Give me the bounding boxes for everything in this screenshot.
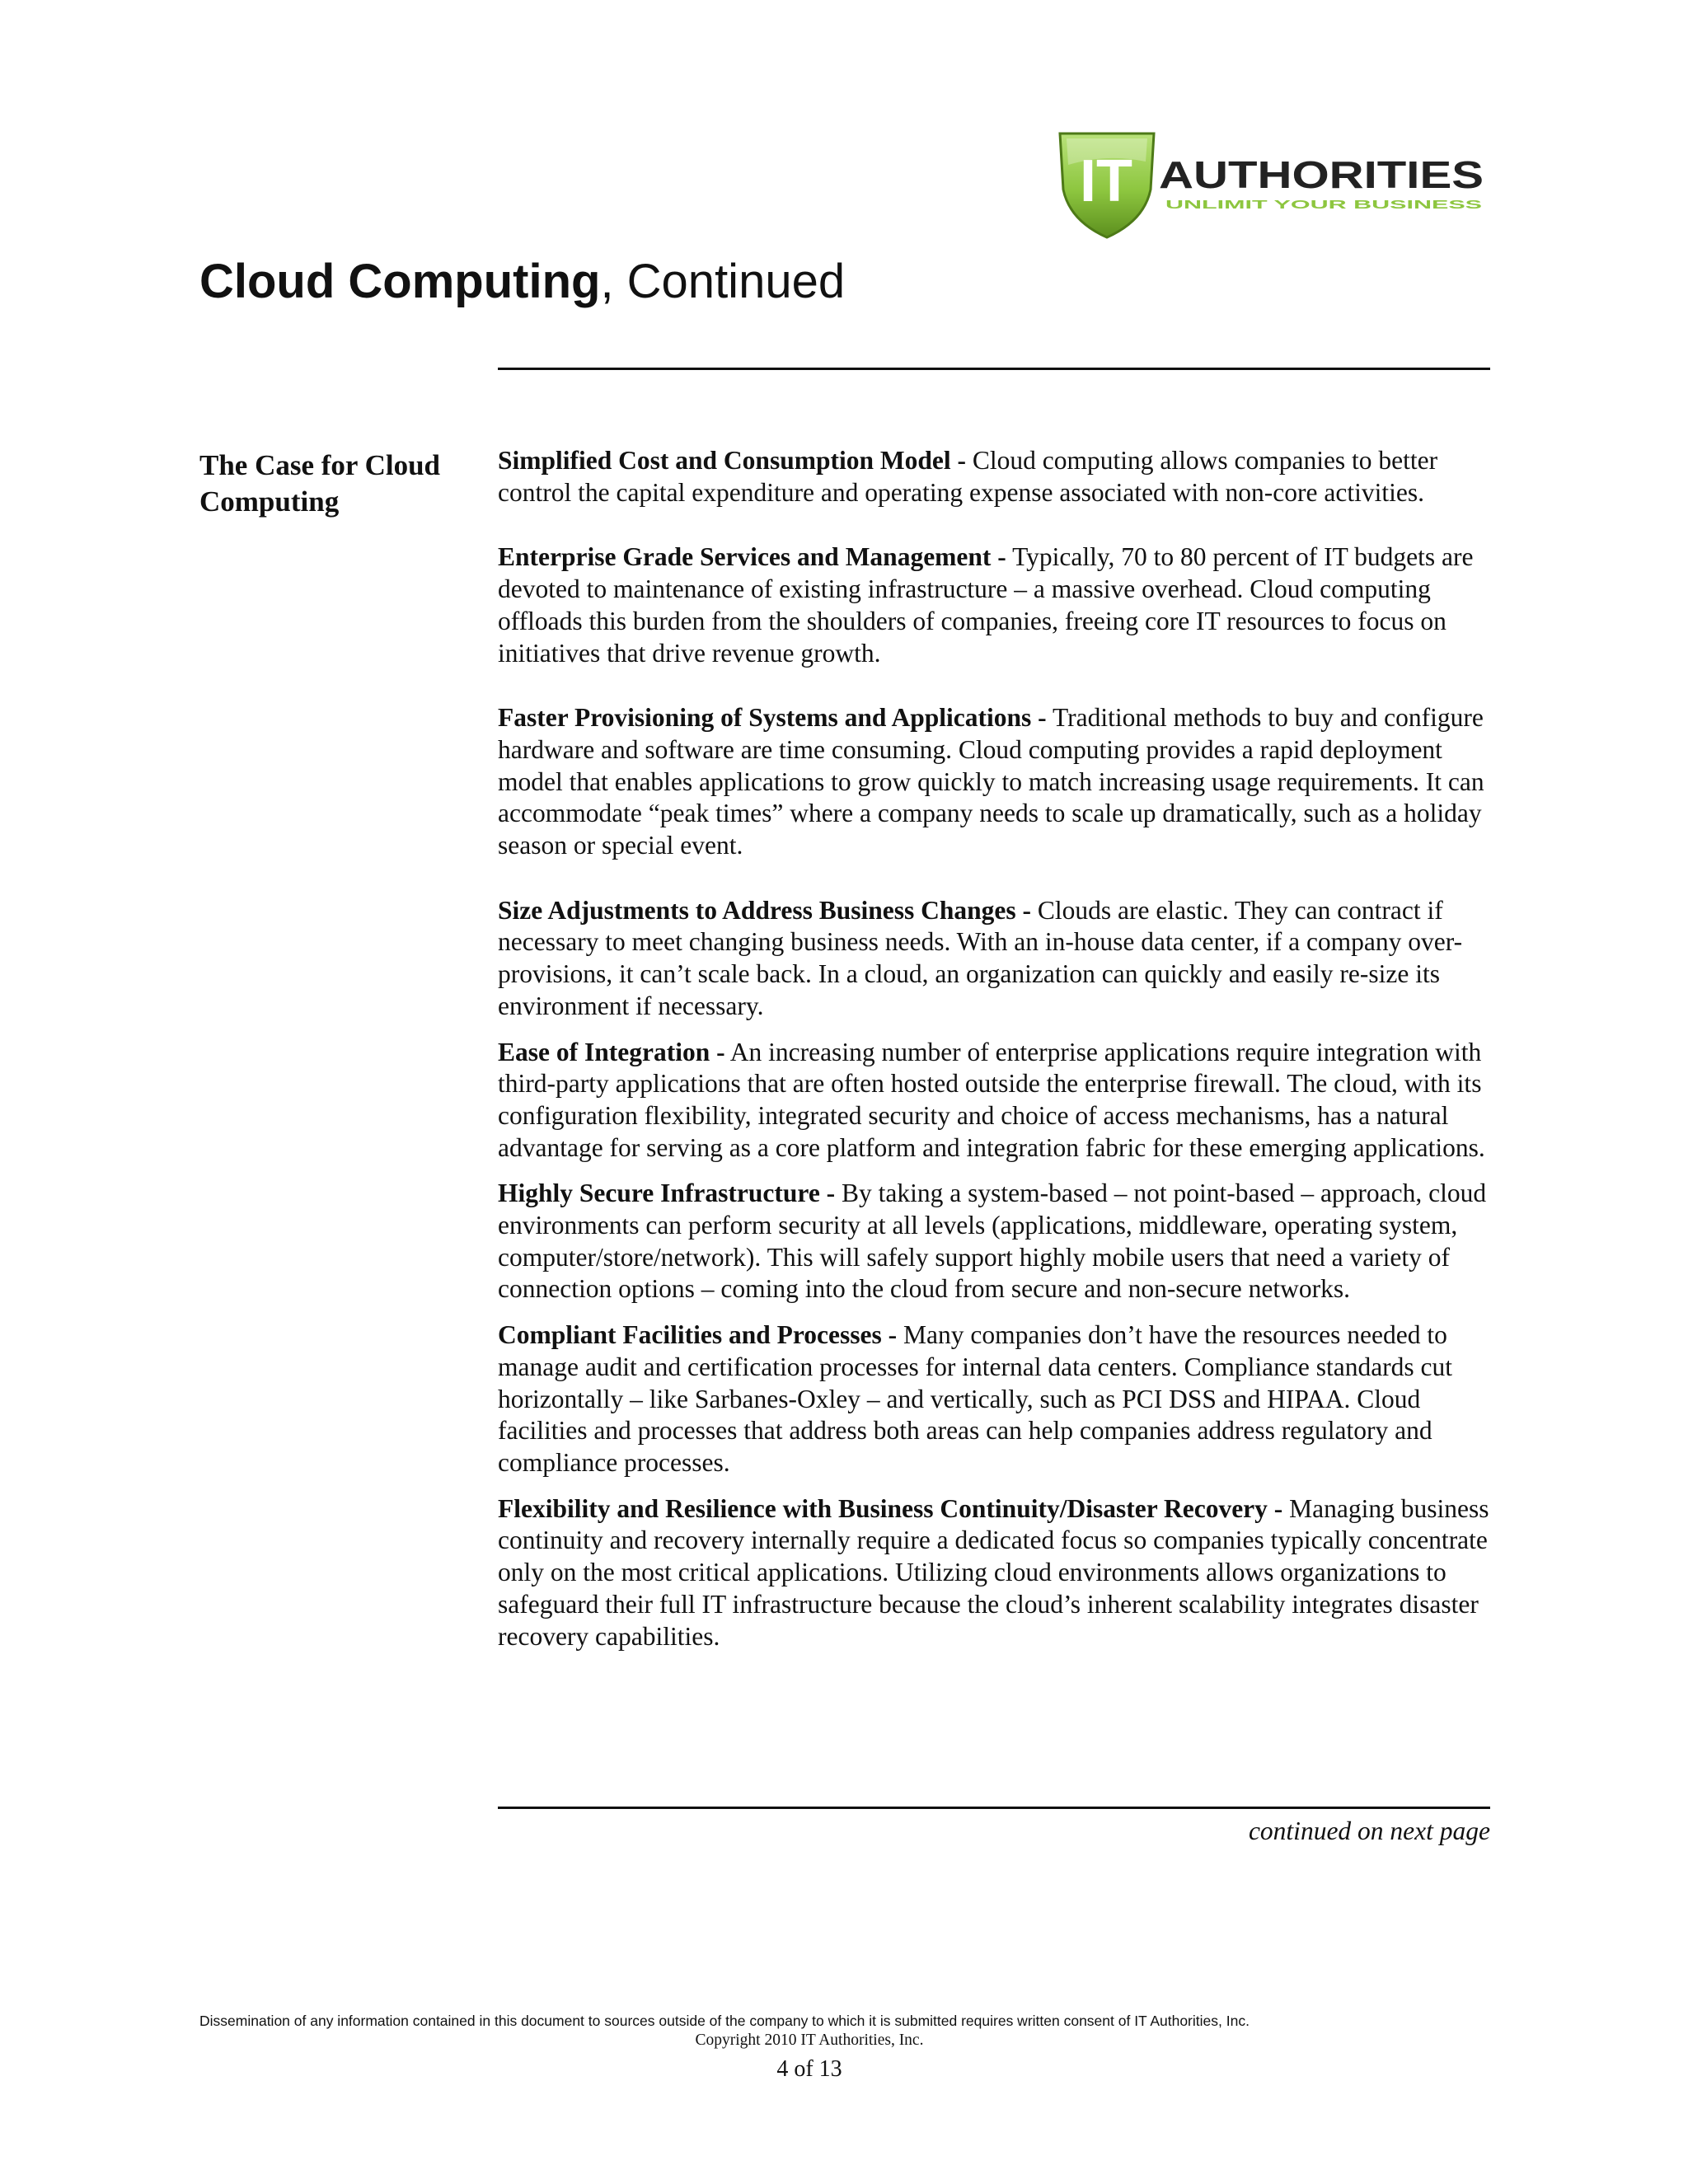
paragraph-text: An increasing number of enterprise applications require integration with third-party applications that are often hosted outside the enterprise firewall. The cloud, with its configuration flexibility, integrated security and choice of access mechanisms, has a natural advantage for serving as a core platform and integration fabric for these emerging applications. bbox=[498, 1037, 1485, 1162]
page-number: 4 of 13 bbox=[776, 2056, 842, 2082]
paragraph-text: Managing business continuity and recovery internally require a dedicated focus so companies typically concentrate only on the most critical applications. Utilizing cloud environments allows organizations to safeguard their full IT infrastructure because the cloud’s inherent scalability integrates disaster recovery capabilities. bbox=[498, 1493, 1489, 1651]
page-title-rest: , Continued bbox=[600, 255, 846, 308]
block-label: The Case for Cloud Computing bbox=[199, 449, 441, 518]
paragraph-business-continuity bbox=[498, 1493, 1495, 1653]
paragraph-enterprise-services bbox=[498, 541, 1495, 669]
paragraph-heading: Compliant Facilities and Processes - bbox=[498, 1320, 898, 1350]
top-divider bbox=[498, 368, 1490, 370]
paragraph-cost-model bbox=[498, 445, 1495, 509]
paragraph-secure-infrastructure bbox=[498, 1178, 1495, 1305]
page-title-bold: Cloud Computing bbox=[199, 255, 601, 308]
paragraph-text: Clouds are elastic. They can contract if necessary to meet changing business needs. With an in-house data center, if a company over-provisions, it can’t scale back. In a cloud, an organization can quickly and easily re-size its environment if necessary. bbox=[498, 895, 1463, 1020]
paragraph-text: By taking a system-based – not point-based – approach, cloud environments can perform security at all levels (applications, middleware, operating system, computer/store/network). This will safely support highly mobile users that need a variety of connection options – coming into the cloud from secure and non-secure networks. bbox=[498, 1179, 1487, 1304]
logo-tagline: UNLIMIT YOUR BUSINESS bbox=[1165, 198, 1482, 212]
page-title bbox=[199, 249, 845, 315]
paragraph-text: Cloud computing allows companies to better control the capital expenditure and operating expense associated with non-core activities. bbox=[498, 446, 1438, 507]
footer-copyright: Copyright 2010 IT Authorities, Inc. bbox=[695, 2032, 924, 2049]
paragraph-faster-provisioning bbox=[498, 702, 1495, 862]
logo-wordmark: AUTHORITIES bbox=[1159, 153, 1484, 196]
footer-notice: Dissemination of any information contained in this document to sources outside of the company to which it is submitted requires written consent of IT Authorities, Inc. bbox=[199, 2013, 1250, 2029]
paragraph-heading: Flexibility and Resilience with Business Continuity/Disaster Recovery - bbox=[498, 1493, 1283, 1523]
paragraph-ease-of-integration bbox=[498, 1037, 1495, 1165]
paragraph-heading: Faster Provisioning of Systems and Applications - bbox=[498, 703, 1047, 733]
paragraph-heading: Size Adjustments to Address Business Changes - bbox=[498, 895, 1032, 925]
logo-mark: IT bbox=[1080, 148, 1132, 214]
paragraph-text: Traditional methods to buy and configure hardware and software are time consuming. Cloud computing provides a rapid deployment model that enables applications to grow quickly to match increasing usage requirements. It can accommodate “peak times” where a company needs to scale up dramatically, such as a holiday season or special event. bbox=[498, 703, 1484, 860]
bottom-divider bbox=[498, 1807, 1490, 1809]
paragraph-heading: Enterprise Grade Services and Management - bbox=[498, 542, 1006, 572]
paragraph-heading: Ease of Integration - bbox=[498, 1037, 725, 1066]
continued-note: continued on next page bbox=[1248, 1816, 1490, 1845]
shield-logo-icon bbox=[1053, 129, 1490, 240]
paragraph-heading: Simplified Cost and Consumption Model - bbox=[498, 446, 966, 475]
paragraph-compliant-facilities bbox=[498, 1319, 1495, 1479]
paragraph-heading: Highly Secure Infrastructure - bbox=[498, 1179, 836, 1208]
it-authorities-logo bbox=[1053, 129, 1490, 240]
content-block bbox=[498, 445, 1495, 1652]
paragraph-text: Typically, 70 to 80 percent of IT budgets are devoted to maintenance of existing infrastructure – a massive overhead. Cloud computing offloads this burden from the shoulders of companies, freeing core IT resources to focus on initiatives that drive revenue growth. bbox=[498, 542, 1474, 668]
paragraph-text: Many companies don’t have the resources needed to manage audit and certification processes for internal data centers. Compliance standards cut horizontally – like Sarbanes-Oxley – and vertically, such as PCI DSS and HIPAA. Cloud facilities and processes that address both areas can help companies address regulatory and compliance processes. bbox=[498, 1320, 1453, 1477]
paragraph-size-adjustments bbox=[498, 895, 1495, 1023]
